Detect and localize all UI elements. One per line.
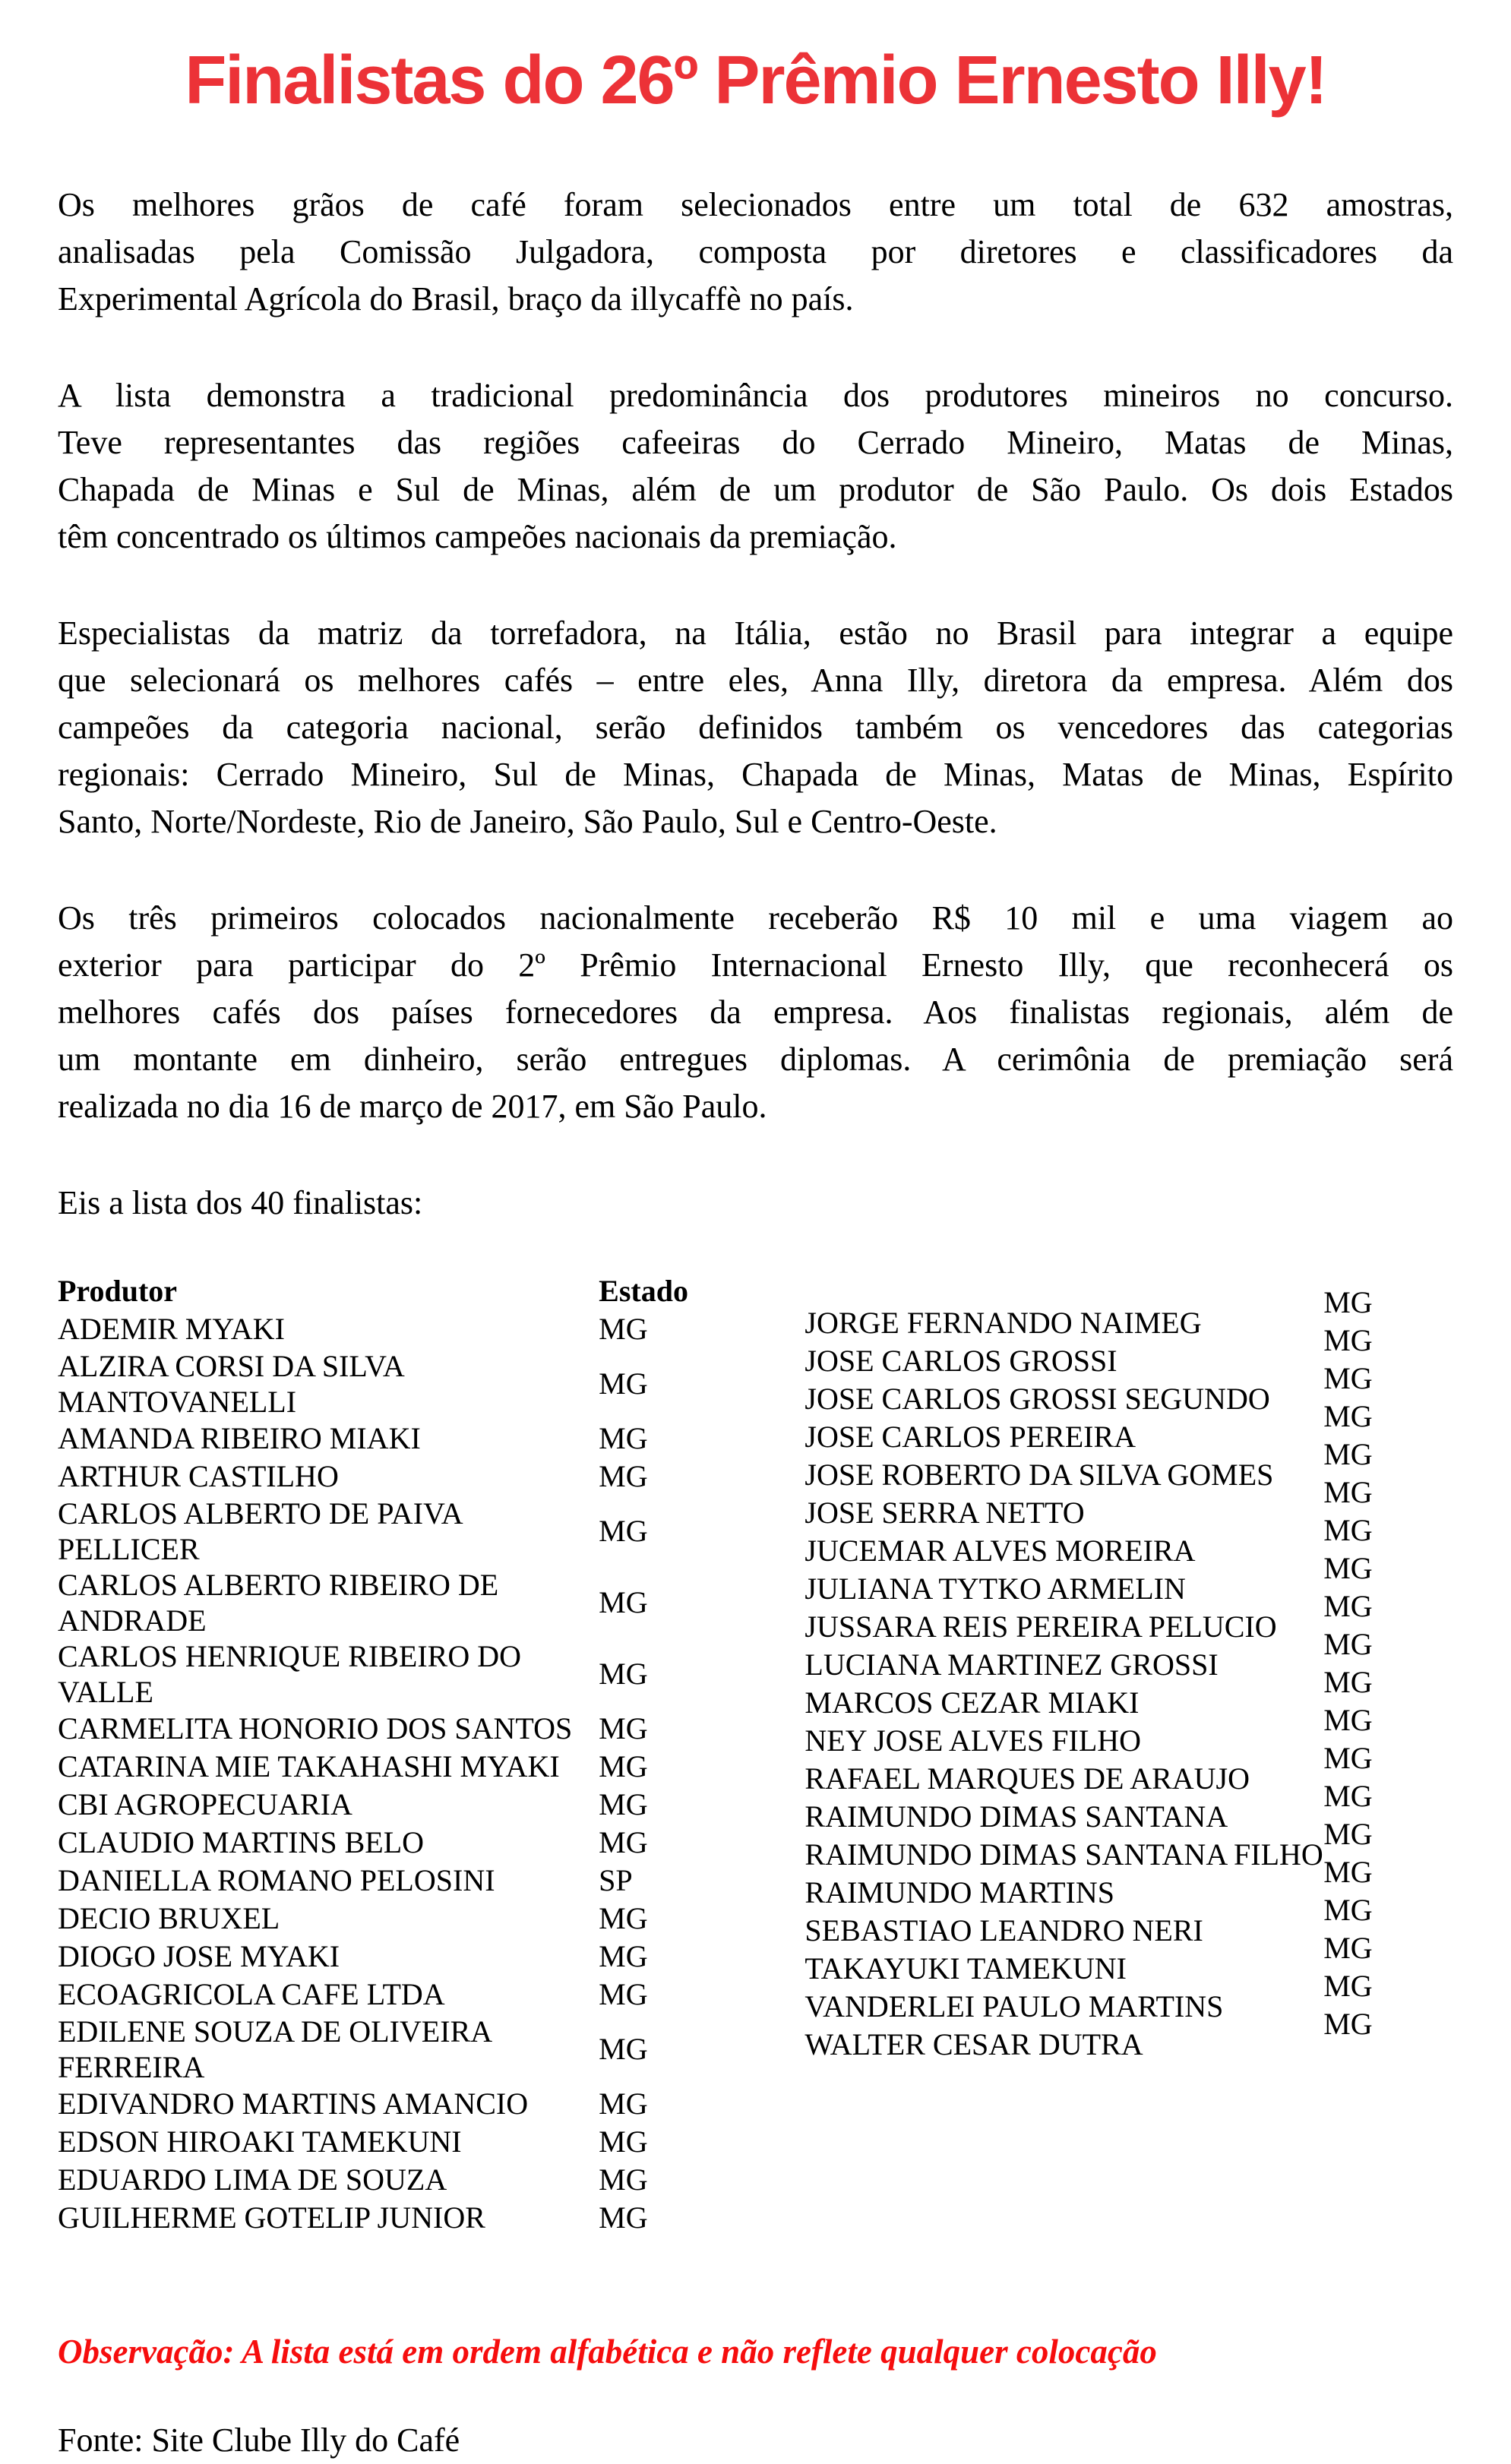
state-value: MG xyxy=(1323,1513,1373,1547)
table-row xyxy=(58,1420,729,1458)
state-value: MG xyxy=(599,1787,648,1821)
producer-name: RAIMUNDO DIMAS SANTANA xyxy=(804,1799,1228,1834)
body-paragraph xyxy=(58,610,1453,845)
producer-name: ADEMIR MYAKI xyxy=(58,1312,285,1346)
state-value: SP xyxy=(599,1863,633,1897)
table-row xyxy=(58,1824,729,1862)
table-row xyxy=(804,2026,1453,2064)
producer-name: JOSE ROBERTO DA SILVA GOMES xyxy=(804,1458,1274,1492)
producer-name: RAFAEL MARQUES DE ARAUJO xyxy=(804,1761,1250,1796)
state-value: MG xyxy=(1323,1893,1373,1927)
producer-name: JULIANA TYTKO ARMELIN xyxy=(804,1572,1186,1606)
producer-name: ARTHUR CASTILHO xyxy=(58,1459,339,1493)
state-value: MG xyxy=(1323,1969,1373,2003)
producer-name: RAIMUNDO DIMAS SANTANA FILHO xyxy=(804,1837,1323,1872)
state-value: MG xyxy=(1323,1399,1373,1433)
table-row xyxy=(58,1496,729,1567)
producer-name: RAIMUNDO MARTINS xyxy=(804,1875,1115,1910)
text-line: regionais: Cerrado Mineiro, Sul de Minas, Chapada de Minas, Matas de Minas, Espírito xyxy=(58,755,1453,793)
text-line: um montante em dinheiro, serão entregues diplomas. A cerimônia de premiação será xyxy=(58,1040,1453,1078)
producer-name: CATARINA MIE TAKAHASHI MYAKI xyxy=(58,1749,560,1783)
state-value: MG xyxy=(1323,1741,1373,1775)
state-value: MG xyxy=(599,1901,648,1935)
body-text xyxy=(58,182,1453,1130)
state-value: MG xyxy=(1323,1475,1373,1509)
table-row xyxy=(58,1862,729,1900)
source: Fonte: Site Clube Illy do Café xyxy=(58,2421,460,2459)
finalists-table-left xyxy=(58,1272,729,2237)
table-row xyxy=(58,1638,729,1710)
table-row xyxy=(58,2085,729,2123)
producer-name: CBI AGROPECUARIA xyxy=(58,1787,352,1821)
text-line: A lista demonstra a tradicional predominância dos produtores mineiros no concurso. xyxy=(58,376,1453,414)
producer-name: CARLOS ALBERTO RIBEIRO DE ANDRADE xyxy=(58,1567,499,1638)
state-value: MG xyxy=(1323,1323,1373,1357)
text-line: Chapada de Minas e Sul de Minas, além de um produtor de São Paulo. Os dois Estados xyxy=(58,470,1453,508)
text-line: Teve representantes das regiões cafeeiras do Cerrado Mineiro, Matas de Minas, xyxy=(58,423,1453,461)
state-value: MG xyxy=(1323,2007,1373,2041)
table-row xyxy=(58,2123,729,2161)
table-row xyxy=(58,1310,729,1348)
producer-name: ALZIRA CORSI DA SILVA MANTOVANELLI xyxy=(58,1348,403,1419)
producer-name: JUCEMAR ALVES MOREIRA xyxy=(804,1534,1196,1568)
producer-name: JUSSARA REIS PEREIRA PELUCIO xyxy=(804,1609,1277,1644)
state-value: MG xyxy=(599,1514,648,1548)
state-value: MG xyxy=(1323,1589,1373,1623)
text-line: Os melhores grãos de café foram selecionados entre um total de 632 amostras, xyxy=(58,185,1453,223)
producer-name: AMANDA RIBEIRO MIAKI xyxy=(58,1421,421,1455)
state-value: MG xyxy=(1323,1551,1373,1585)
producer-name: EDSON HIROAKI TAMEKUNI xyxy=(58,2124,462,2159)
state-value: MG xyxy=(599,2124,648,2159)
state-value: MG xyxy=(1323,1437,1373,1471)
state-value: MG xyxy=(599,2032,648,2066)
text-line: Especialistas da matriz da torrefadora, na Itália, estão no Brasil para integrar a equipe xyxy=(58,614,1453,652)
table-row xyxy=(58,1786,729,1824)
producer-name: ECOAGRICOLA CAFE LTDA xyxy=(58,1977,445,2011)
text-line: melhores cafés dos países fornecedores da empresa. Aos finalistas regionais, além de xyxy=(58,993,1453,1031)
producer-name: TAKAYUKI TAMEKUNI xyxy=(804,1951,1127,1985)
state-value: MG xyxy=(599,1459,648,1493)
producer-name: JOSE CARLOS GROSSI xyxy=(804,1344,1117,1378)
producer-name: JOSE CARLOS PEREIRA xyxy=(804,1420,1136,1454)
state-value: MG xyxy=(599,1939,648,1973)
producer-name: NEY JOSE ALVES FILHO xyxy=(804,1723,1142,1758)
state-value: MG xyxy=(1323,1361,1373,1395)
producer-name: SEBASTIAO LEANDRO NERI xyxy=(804,1913,1203,1948)
table-row xyxy=(58,2014,729,2085)
state-value: MG xyxy=(599,1825,648,1859)
list-intro: Eis a lista dos 40 finalistas: xyxy=(58,1183,423,1221)
text-line: que selecionará os melhores cafés – entre eles, Anna Illy, diretora da empresa. Além dos xyxy=(58,661,1453,699)
state-value: MG xyxy=(1323,1817,1373,1851)
state-value: MG xyxy=(599,1312,648,1346)
text-line: Santo, Norte/Nordeste, Rio de Janeiro, São Paulo, Sul e Centro-Oeste. xyxy=(58,802,997,840)
table-row xyxy=(58,2161,729,2199)
state-value: MG xyxy=(599,2200,648,2235)
state-value: MG xyxy=(599,1749,648,1783)
table-row xyxy=(58,1567,729,1638)
producer-name: LUCIANA MARTINEZ GROSSI xyxy=(804,1647,1219,1682)
producer-name: CARLOS HENRIQUE RIBEIRO DO VALLE xyxy=(58,1638,521,1709)
state-value: MG xyxy=(1323,1627,1373,1661)
producer-name: GUILHERME GOTELIP JUNIOR xyxy=(58,2200,485,2235)
text-line: campeões da categoria nacional, serão definidos também os vencedores das categorias xyxy=(58,708,1453,746)
table-row xyxy=(58,1458,729,1496)
producer-name: VANDERLEI PAULO MARTINS xyxy=(804,1989,1224,2023)
producer-name: CARMELITA HONORIO DOS SANTOS xyxy=(58,1711,573,1745)
producer-name: EDUARDO LIMA DE SOUZA xyxy=(58,2162,447,2197)
table-row xyxy=(58,1976,729,2014)
state-value: MG xyxy=(1323,1665,1373,1699)
finalists-table-right xyxy=(804,1285,1453,2064)
table-row xyxy=(58,2199,729,2237)
producer-name: DIOGO JOSE MYAKI xyxy=(58,1939,340,1973)
producer-name: JORGE FERNANDO NAIMEG xyxy=(804,1306,1202,1340)
state-value: MG xyxy=(599,1366,648,1401)
producer-name: MARCOS CEZAR MIAKI xyxy=(804,1685,1140,1720)
state-value: MG xyxy=(1323,1285,1373,1319)
state-value: MG xyxy=(599,2087,648,2121)
text-line: Os três primeiros colocados nacionalmente receberão R$ 10 mil e uma viagem ao xyxy=(58,899,1453,937)
state-value: MG xyxy=(1323,1931,1373,1965)
producer-name: WALTER CESAR DUTRA xyxy=(804,2027,1143,2061)
producer-name: EDIVANDRO MARTINS AMANCIO xyxy=(58,2087,529,2121)
table-header-row xyxy=(58,1272,729,1310)
producer-column-header: Produtor xyxy=(58,1274,178,1308)
body-paragraph xyxy=(58,182,1453,323)
state-value: MG xyxy=(1323,1779,1373,1813)
producer-name: EDILENE SOUZA DE OLIVEIRA FERREIRA xyxy=(58,2014,491,2084)
producer-name: JOSE SERRA NETTO xyxy=(804,1496,1085,1530)
table-row xyxy=(58,1710,729,1748)
table-row xyxy=(58,1938,729,1976)
finalists-columns xyxy=(58,1272,1453,2237)
producer-name: CLAUDIO MARTINS BELO xyxy=(58,1825,425,1859)
state-value: MG xyxy=(599,2162,648,2197)
state-value: MG xyxy=(599,1585,648,1619)
state-value: MG xyxy=(599,1421,648,1455)
producer-name: CARLOS ALBERTO DE PAIVA PELLICER xyxy=(58,1496,462,1566)
table-row xyxy=(58,1900,729,1938)
page-title: Finalistas do 26º Prêmio Ernesto Illy! xyxy=(185,43,1326,118)
note: Observação: A lista está em ordem alfabética e não reflete qualquer colocação xyxy=(58,2332,1157,2371)
body-paragraph xyxy=(58,372,1453,561)
state-value: MG xyxy=(599,1657,648,1691)
state-value: MG xyxy=(599,1711,648,1745)
producer-name: DECIO BRUXEL xyxy=(58,1901,280,1935)
state-column-header: Estado xyxy=(599,1274,688,1308)
text-line: Experimental Agrícola do Brasil, braço da illycaffè no país. xyxy=(58,280,854,317)
text-line: analisadas pela Comissão Julgadora, composta por diretores e classificadores da xyxy=(58,232,1453,270)
text-line: realizada no dia 16 de março de 2017, em São Paulo. xyxy=(58,1087,767,1125)
state-value: MG xyxy=(599,1977,648,2011)
document-page xyxy=(0,42,1511,2459)
state-value: MG xyxy=(1323,1703,1373,1737)
state-value: MG xyxy=(1323,1855,1373,1889)
producer-name: DANIELLA ROMANO PELOSINI xyxy=(58,1863,495,1897)
table-row xyxy=(58,1348,729,1420)
producer-name: JOSE CARLOS GROSSI SEGUNDO xyxy=(804,1382,1270,1416)
text-line: exterior para participar do 2º Prêmio Internacional Ernesto Illy, que reconhecerá os xyxy=(58,946,1453,984)
text-line: têm concentrado os últimos campeões nacionais da premiação. xyxy=(58,517,897,555)
table-row xyxy=(58,1748,729,1786)
body-paragraph xyxy=(58,895,1453,1130)
